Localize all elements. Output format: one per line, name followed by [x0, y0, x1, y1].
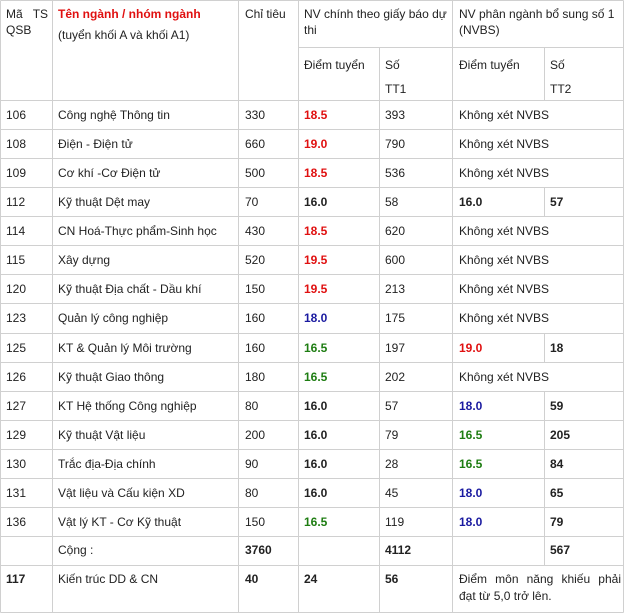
row-quota: 150 [245, 515, 266, 529]
header-code [6, 6, 48, 38]
row-code: 115 [6, 253, 26, 267]
row-quota: 520 [245, 253, 266, 267]
total-tt2: 567 [550, 543, 571, 557]
last-code: 117 [6, 572, 26, 586]
row-score: 18.5 [304, 108, 328, 122]
row-tt1: 393 [385, 108, 406, 122]
row-score: 18.5 [304, 166, 328, 180]
row-tt2: 18 [550, 341, 564, 355]
row-tt2: 205 [550, 428, 571, 442]
row-nvbs-status: Không xét NVBS [459, 137, 550, 151]
row-tt2: 79 [550, 515, 564, 529]
row-code: 136 [6, 515, 27, 529]
row-name: Cơ khí -Cơ Điện tử [58, 166, 161, 180]
last-note: Điểm môn năng khiếu phải đạt từ 5,0 trở lên. [459, 572, 621, 603]
row-name: Vật lý KT - Cơ Kỹ thuật [58, 515, 182, 529]
row-code: 126 [6, 370, 27, 384]
row-nvbs-status: Không xét NVBS [459, 253, 550, 267]
header-quota: Chỉ tiêu [245, 7, 286, 21]
row-quota: 80 [245, 486, 259, 500]
row-score-2: 18.0 [459, 515, 483, 529]
row-name: CN Hoá-Thực phẩm-Sinh học [58, 224, 217, 238]
row-score: 16.0 [304, 428, 328, 442]
row-tt1: 600 [385, 253, 406, 267]
row-score: 16.0 [304, 195, 328, 209]
row-name: KT Hệ thống Công nghiệp [58, 399, 197, 413]
row-score: 19.0 [304, 137, 328, 151]
row-score-2: 16.5 [459, 457, 483, 471]
row-tt1: 790 [385, 137, 406, 151]
row-score: 18.5 [304, 224, 328, 238]
row-code: 130 [6, 457, 27, 471]
row-quota: 500 [245, 166, 266, 180]
row-score: 16.5 [304, 341, 328, 355]
row-nvbs-status: Không xét NVBS [459, 108, 550, 122]
row-quota: 660 [245, 137, 266, 151]
row-score: 16.5 [304, 370, 328, 384]
row-score-2: 19.0 [459, 341, 483, 355]
row-quota: 180 [245, 370, 266, 384]
row-score: 16.0 [304, 457, 328, 471]
row-quota: 150 [245, 282, 266, 296]
row-code: 125 [6, 341, 27, 355]
row-quota: 90 [245, 457, 259, 471]
total-quota: 3760 [245, 543, 272, 557]
header-name-sub: (tuyển khối A và khối A1) [58, 28, 190, 42]
header-code-ma: Mã [6, 7, 23, 21]
row-quota: 330 [245, 108, 266, 122]
header-code-qsb: QSB [6, 23, 32, 37]
last-tt1: 56 [385, 572, 399, 586]
row-score: 19.5 [304, 282, 328, 296]
last-quota: 40 [245, 572, 259, 586]
row-code: 127 [6, 399, 27, 413]
row-tt1: 28 [385, 457, 399, 471]
header-score-2: Điểm tuyển [459, 58, 520, 72]
row-quota: 200 [245, 428, 266, 442]
row-name: Quản lý công nghiệp [58, 311, 169, 325]
row-nvbs-status: Không xét NVBS [459, 282, 550, 296]
row-name: Trắc địa-Địa chính [58, 457, 156, 471]
row-score-2: 18.0 [459, 399, 483, 413]
row-quota: 160 [245, 341, 266, 355]
row-tt1: 197 [385, 341, 406, 355]
row-code: 120 [6, 282, 27, 296]
row-nvbs-status: Không xét NVBS [459, 166, 550, 180]
header-count-tt2: Số TT2 [550, 58, 572, 96]
row-score: 18.0 [304, 311, 328, 325]
row-tt1: 175 [385, 311, 406, 325]
row-tt1: 45 [385, 486, 399, 500]
row-name: Kỹ thuật Giao thông [58, 370, 165, 384]
row-tt1: 213 [385, 282, 406, 296]
row-score: 16.5 [304, 515, 328, 529]
row-quota: 160 [245, 311, 266, 325]
row-tt1: 536 [385, 166, 406, 180]
row-name: Xây dựng [58, 253, 111, 267]
row-name: Kỹ thuật Dệt may [58, 195, 151, 209]
row-tt2: 65 [550, 486, 564, 500]
row-score-2: 16.0 [459, 195, 483, 209]
row-tt1: 79 [385, 428, 399, 442]
total-label: Cộng : [58, 543, 94, 557]
row-name: Kỹ thuật Vật liệu [58, 428, 146, 442]
row-score: 19.5 [304, 253, 328, 267]
row-quota: 430 [245, 224, 266, 238]
header-name-title: Tên ngành / nhóm ngành [58, 7, 201, 21]
row-name: Kỹ thuật Địa chất - Dầu khí [58, 282, 202, 296]
row-code: 131 [6, 486, 27, 500]
row-tt1: 620 [385, 224, 406, 238]
row-score: 16.0 [304, 399, 328, 413]
total-tt1: 4112 [385, 543, 412, 557]
header-nv-main: NV chính theo giấy báo dự thi [304, 7, 447, 37]
row-name: Điện - Điện tử [58, 137, 133, 151]
row-tt1: 57 [385, 399, 399, 413]
row-code: 123 [6, 311, 27, 325]
row-tt1: 58 [385, 195, 399, 209]
row-score-2: 16.5 [459, 428, 483, 442]
row-score-2: 18.0 [459, 486, 483, 500]
header-score: Điểm tuyển [304, 58, 365, 72]
row-name: Công nghệ Thông tin [58, 108, 170, 122]
row-tt1: 202 [385, 370, 406, 384]
row-nvbs-status: Không xét NVBS [459, 370, 550, 384]
row-quota: 80 [245, 399, 259, 413]
row-code: 112 [6, 195, 26, 209]
row-name: KT & Quản lý Môi trường [58, 341, 192, 355]
header-code-ts: TS [32, 7, 49, 21]
row-code: 129 [6, 428, 27, 442]
row-quota: 70 [245, 195, 259, 209]
header-count-tt1: Số TT1 [385, 58, 407, 96]
row-code: 114 [6, 224, 26, 238]
row-score: 16.0 [304, 486, 328, 500]
header-nv-extra: NV phân ngành bổ sung số 1 (NVBS) [459, 7, 615, 37]
row-nvbs-status: Không xét NVBS [459, 311, 550, 325]
header-name [58, 6, 201, 48]
row-tt1: 119 [385, 515, 405, 529]
row-code: 106 [6, 108, 27, 122]
row-tt2: 84 [550, 457, 564, 471]
row-tt2: 59 [550, 399, 564, 413]
row-tt2: 57 [550, 195, 564, 209]
last-score: 24 [304, 572, 318, 586]
row-code: 108 [6, 137, 27, 151]
row-code: 109 [6, 166, 27, 180]
last-name: Kiến trúc DD & CN [58, 572, 159, 586]
row-nvbs-status: Không xét NVBS [459, 224, 550, 238]
row-name: Vật liệu và Cấu kiện XD [58, 486, 185, 500]
